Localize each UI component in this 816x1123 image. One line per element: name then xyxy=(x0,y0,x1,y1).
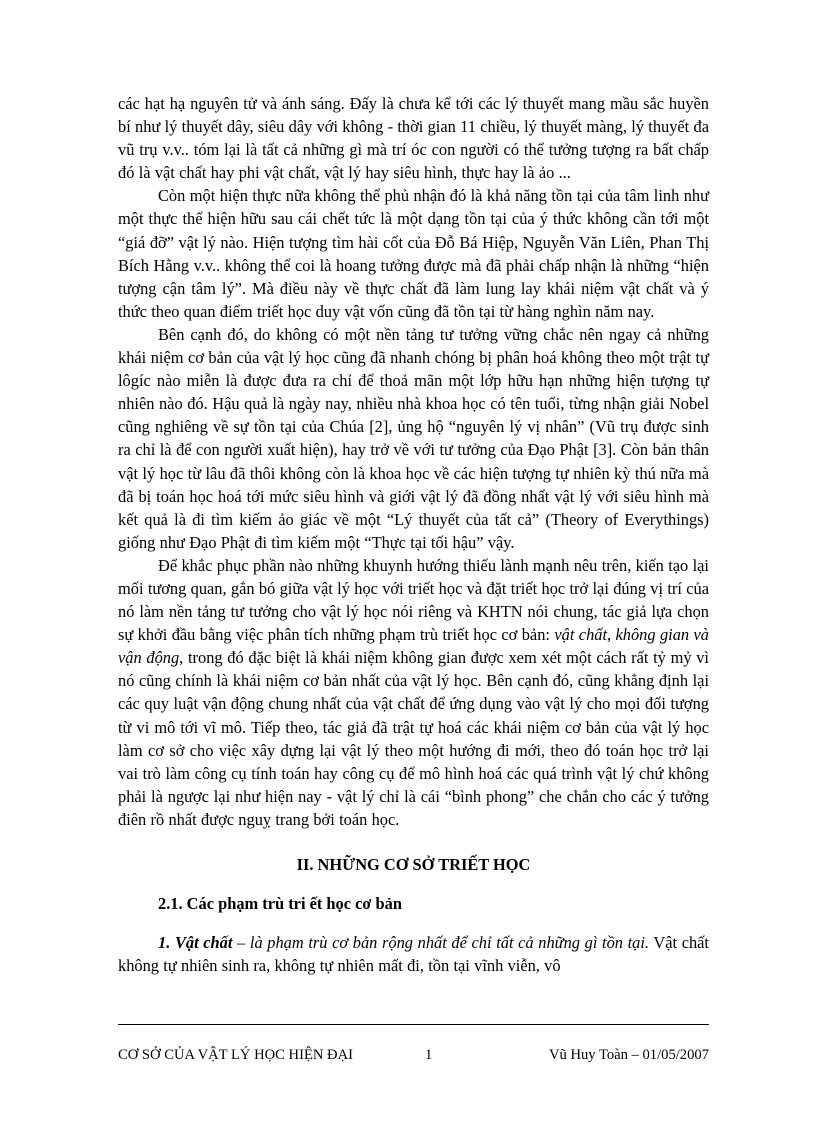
paragraph-physics-fragmentation: Bên cạnh đó, do không có một nền tảng tư tưởng vững chắc nên ngay cả những khái niệm cơ bản của vật lý học cũng đã nhanh chóng bị phân hoá không theo một trật tự lôgíc nào miễn là được đưa ra chỉ để thoả mãn một lớp hữu hạn những hiện tượng tự nhiên nào đó. Hậu quả là ngày nay, nhiều nhà khoa học có tên tuổi, từng nhận giải Nobel cũng nghiêng về sự tồn tại của Chúa [2], ủng hộ “nguyên lý vị nhân” (Vũ trụ được sinh ra chỉ là để con người xuất hiện), hay trở về với tư tưởng của Đạo Phật [3]. Còn bản thân vật lý học từ lâu đã thôi không còn là khoa học về các hiện tượng tự nhiên kỳ thú nữa mà đã bị toán học hoá tới mức siêu hình và giới vật lý đã đồng nhất vật lý với siêu hình mà kết quả là đi tìm kiếm ảo giác về một “Lý thuyết của tất cả” (Theory of Everythings) giống như Đạo Phật đi tìm kiếm một “Thực tại tối hậu” vậy. xyxy=(118,324,709,552)
definition-term: 1. Vật chất xyxy=(158,933,233,952)
paragraph-intro-continuation: các hạt hạ nguyên tử và ánh sáng. Đấy là chưa kể tới các lý thuyết mang mầu sắc huyền bí như lý thuyết dây, siêu dây với không - thời gian 11 chiều, lý thuyết màng, lý thuyết đa vũ trụ v.v.. tóm lại là tất cả những gì mà trí óc con người có thể tưởng tượng ra bất chấp đó là vật chất hay phi vật chất, vật lý hay siêu hình, thực hay là ảo ... xyxy=(118,94,709,183)
paragraph-approach-text-after: , trong đó đặc biệt là khái niệm không gian được xem xét một cách rất tỷ mỷ vì nó cũng chính là khái niệm cơ bản nhất của vật lý học. Bên cạnh đó, cũng khẳng định lại các quy luật vận động chung nhất của vật chất để ứng dụng vào vật lý cho mọi đối tượng từ vi mô tới vĩ mô. Tiếp theo, tác giả đã trật tự hoá các khái niệm cơ bản của vật lý học làm cơ sở cho việc xây dựng lại vật lý theo một hướng đi mới, theo đó toán học trở lại vai trò làm công cụ tính toán hay công cụ để mô hình hoá các quá trình vật lý chứ không phải là ngược lại như hiện nay - vật lý chỉ là cái “bình phong” che chắn cho các ý tưởng điên rồ nhất được nguỵ trang bởi toán học. xyxy=(118,648,709,829)
footer-divider xyxy=(118,1024,709,1025)
paragraph-spirituality: Còn một hiện thực nữa không thể phủ nhận đó là khả năng tồn tại của tâm linh như một thực thể hiện hữu sau cái chết tức là một dạng tồn tại của ý thức không cần tới một “giá đỡ” vật lý nào. Hiện tượng tìm hài cốt của Đỗ Bá Hiệp, Nguyễn Văn Liên, Phan Thị Bích Hằng v.v.. không thể coi là hoang tưởng được mà đã phải chấp nhận là những “hiện tượng cận tâm lý”. Mà điều này về thực chất đã làm lung lay khái niệm vật chất và ý thức theo quan điểm triết học duy vật vốn cũng đã tồn tại từ hàng nghìn năm nay. xyxy=(118,186,709,321)
footer-author-date: Vũ Huy Toàn – 01/05/2007 xyxy=(548,1047,709,1063)
footer-document-title: CƠ SỞ CỦA VẬT LÝ HỌC HIỆN ĐẠI xyxy=(118,1047,353,1063)
document-body xyxy=(118,92,709,977)
definition-body: Vật chất không tự nhiên sinh ra, không tự nhiên mất đi, tồn tại vĩnh viễn, vô xyxy=(118,933,709,976)
subsection-title: 2.1. Các phạm trù tri ết học cơ bản xyxy=(158,894,402,913)
paragraph-approach-italic: vật chất, không gian và vận động xyxy=(118,625,709,668)
definition-paragraph xyxy=(118,931,709,977)
paragraph-author-approach xyxy=(118,554,709,831)
paragraph-approach-text-before: Để khắc phục phần nào những khuynh hướng thiếu lành mạnh nêu trên, kiến tạo lại mối tương quan, gắn bó giữa vật lý học với triết học và đặt triết học trở lại đúng vị trí của nó làm nền tảng tư tưởng cho vật lý học nói riêng và KHTN nói chung, tác giả lựa chọn sự khởi đầu bằng việc phân tích những phạm trù triết học cơ bản: xyxy=(118,555,709,645)
definition-italic-text: – là phạm trù cơ bản rộng nhất để chỉ tất cả những gì tồn tại. xyxy=(232,933,650,952)
footer-page-number: 1 xyxy=(425,1047,433,1063)
section-title: II. NHỮNG CƠ SỞ TRIẾT HỌC xyxy=(296,855,531,874)
